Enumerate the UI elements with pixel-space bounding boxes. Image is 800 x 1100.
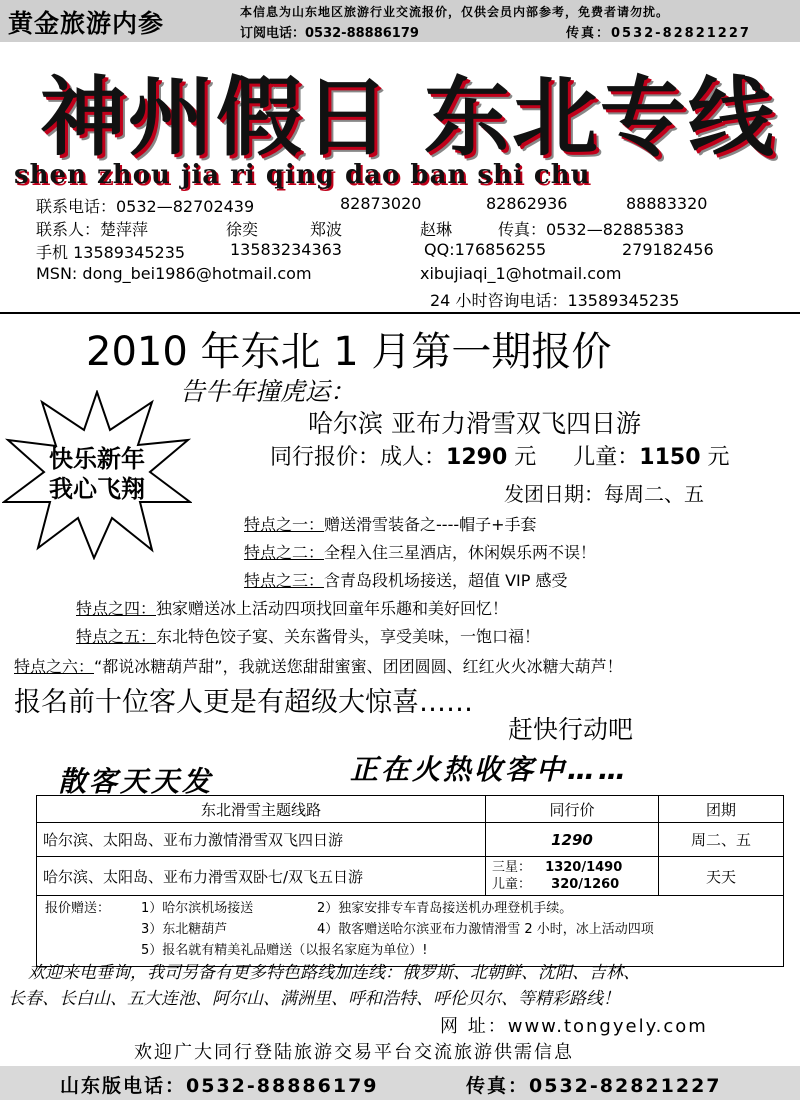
contact-qq: QQ:176856255 [424, 240, 547, 259]
child-label: 儿童： [573, 445, 640, 470]
contact-person-3: 郑波 [310, 220, 343, 239]
price-line [270, 440, 730, 471]
departure-date: 发团日期：每周二、五 [504, 482, 704, 506]
feature-1-key: 特点之一： [244, 515, 325, 534]
feature-5-text: 东北特色饺子宴、关东酱骨头，享受美味，一饱口福！ [156, 627, 541, 646]
tier-adult [492, 859, 652, 876]
bottom-fax: 传真：0532-82821227 [466, 1075, 722, 1097]
feature-5 [76, 624, 540, 647]
feature-6 [14, 654, 623, 677]
feature-6-key: 特点之六： [14, 657, 95, 676]
divider [0, 312, 800, 314]
feature-2-text: 全程入住三星酒店，休闲娱乐两不误！ [324, 543, 597, 562]
brand-name: 黄金旅游内参 [8, 9, 165, 38]
bottom-phone: 山东版电话：0532-88886179 [60, 1075, 379, 1097]
platform-text: 欢迎广大同行登陆旅游交易平台交流旅游供需信息 [134, 1042, 574, 1063]
feature-4-key: 特点之四： [76, 599, 157, 618]
feature-4 [76, 596, 508, 619]
burst-text-line2: 我心飞翔 [49, 474, 145, 503]
row1-price: 1290 [486, 823, 659, 857]
tier2-value: 320/1260 [551, 877, 620, 892]
contact-person-4: 赵琳 [420, 220, 453, 239]
top-fax: 传真：0532-82821227 [566, 26, 751, 41]
table-header-row [37, 796, 784, 823]
gift-3: 3）东北糖葫芦 [141, 922, 228, 937]
table-row [37, 823, 784, 857]
contact-hotline: 24 小时咨询电话：13589345235 [430, 291, 680, 310]
contact-fax: 传真：0532—82885383 [498, 220, 685, 239]
feature-5-key: 特点之五： [76, 627, 157, 646]
header-price: 同行价 [486, 796, 659, 823]
daily-departure-text: 散客天天发 [58, 765, 214, 798]
yuan-label-1: 元 [514, 445, 537, 470]
website: 网 址：www.tongyely.com [440, 1016, 708, 1037]
feature-3-key: 特点之三： [244, 571, 325, 590]
row2-price [486, 857, 659, 896]
feature-3 [244, 568, 568, 591]
pinyin-subtitle: shen zhou jia ri qing dao ban shi chu [14, 160, 591, 190]
surprise-text: 报名前十位客人更是有超级大惊喜…… [14, 687, 473, 718]
tier2-label: 儿童： [492, 877, 532, 892]
contact-msn: MSN: dong_bei1986@hotmail.com [36, 264, 312, 283]
row2-route: 哈尔滨、太阳岛、亚布力滑雪双卧七/双飞五日游 [37, 857, 486, 896]
feature-2-key: 特点之二： [244, 543, 325, 562]
hot-sale-text: 正在火热收客中…… [350, 753, 630, 786]
gifts-label: 报价赠送： [45, 901, 111, 916]
contact-msn-2: xibujiaqi_1@hotmail.com [420, 264, 622, 283]
contact-person-2: 徐奕 [226, 220, 259, 239]
hurry-text: 赶快行动吧 [508, 715, 634, 744]
contact-phone: 联系电话：0532—82702439 [36, 197, 255, 216]
contact-qq-2: 279182456 [622, 240, 714, 259]
contact-phone-2: 82873020 [340, 194, 422, 213]
gift-4: 4）散客赠送哈尔滨亚布力激情滑雪 2 小时，冰上活动四项 [317, 922, 654, 937]
gift-1: 1）哈尔滨机场接送 [141, 901, 254, 916]
feature-6-text: “都说冰糖葫芦甜”，我就送您甜甜蜜蜜、团团圆圆、红红火火冰糖大葫芦！ [94, 657, 623, 676]
contact-mobile: 手机 13589345235 [36, 243, 186, 262]
gift-5: 5）报名就有精美礼品赠送（以报名家庭为单位）! [141, 943, 428, 958]
disclaimer: 本信息为山东地区旅游行业交流报价，仅供会员内部参考，免费者请勿扰。 [240, 5, 670, 19]
gifts-row [37, 896, 784, 967]
gift-2: 2）独家安排专车青岛接送机办理登机手续。 [317, 901, 573, 916]
price-prefix: 同行报价：成人： [270, 445, 447, 470]
welcome-line-2: 长春、长白山、五大连池、阿尔山、满洲里、呼和浩特、呼伦贝尔、等精彩路线！ [8, 989, 620, 1009]
feature-2 [244, 540, 596, 563]
main-title: 神州假日 东北专线 [40, 67, 776, 168]
child-price: 1150 [639, 445, 701, 470]
gifts-cell [37, 896, 784, 967]
welcome-line-1: 欢迎来电垂询，我司另备有更多特色路线加连线：俄罗斯、北朝鲜、沈阳、吉林、 [28, 963, 640, 983]
contact-person: 联系人：楚萍萍 [36, 220, 149, 239]
row2-period: 天天 [659, 857, 784, 896]
adult-price: 1290 [446, 445, 508, 470]
order-phone: 订阅电话：0532-88886179 [240, 26, 419, 41]
burst-text-line1: 快乐新年 [49, 444, 145, 473]
row1-period: 周二、五 [659, 823, 784, 857]
starburst-badge [2, 390, 192, 560]
offer-slogan: 告牛年撞虎运： [180, 377, 356, 406]
route-name: 哈尔滨 亚布力滑雪双飞四日游 [308, 409, 641, 438]
feature-4-text: 独家赠送冰上活动四项找回童年乐趣和美好回忆！ [156, 599, 509, 618]
yuan-label-2: 元 [707, 445, 730, 470]
tier1-value: 1320/1490 [545, 860, 623, 875]
tier1-label: 三星： [492, 860, 532, 875]
offer-title: 2010 年东北 1 月第一期报价 [86, 329, 612, 375]
feature-1 [244, 512, 537, 535]
header-route: 东北滑雪主题线路 [37, 796, 486, 823]
contact-phone-4: 88883320 [626, 194, 708, 213]
row1-route: 哈尔滨、太阳岛、亚布力激情滑雪双飞四日游 [37, 823, 486, 857]
feature-3-text: 含青岛段机场接送，超值 VIP 感受 [324, 571, 568, 590]
table-row [37, 857, 784, 896]
feature-1-text: 赠送滑雪装备之----帽子+手套 [324, 515, 537, 534]
route-price-table [36, 795, 784, 967]
contact-mobile-2: 13583234363 [230, 240, 342, 259]
contact-phone-3: 82862936 [486, 194, 568, 213]
tier-child [492, 876, 652, 893]
header-period: 团期 [659, 796, 784, 823]
